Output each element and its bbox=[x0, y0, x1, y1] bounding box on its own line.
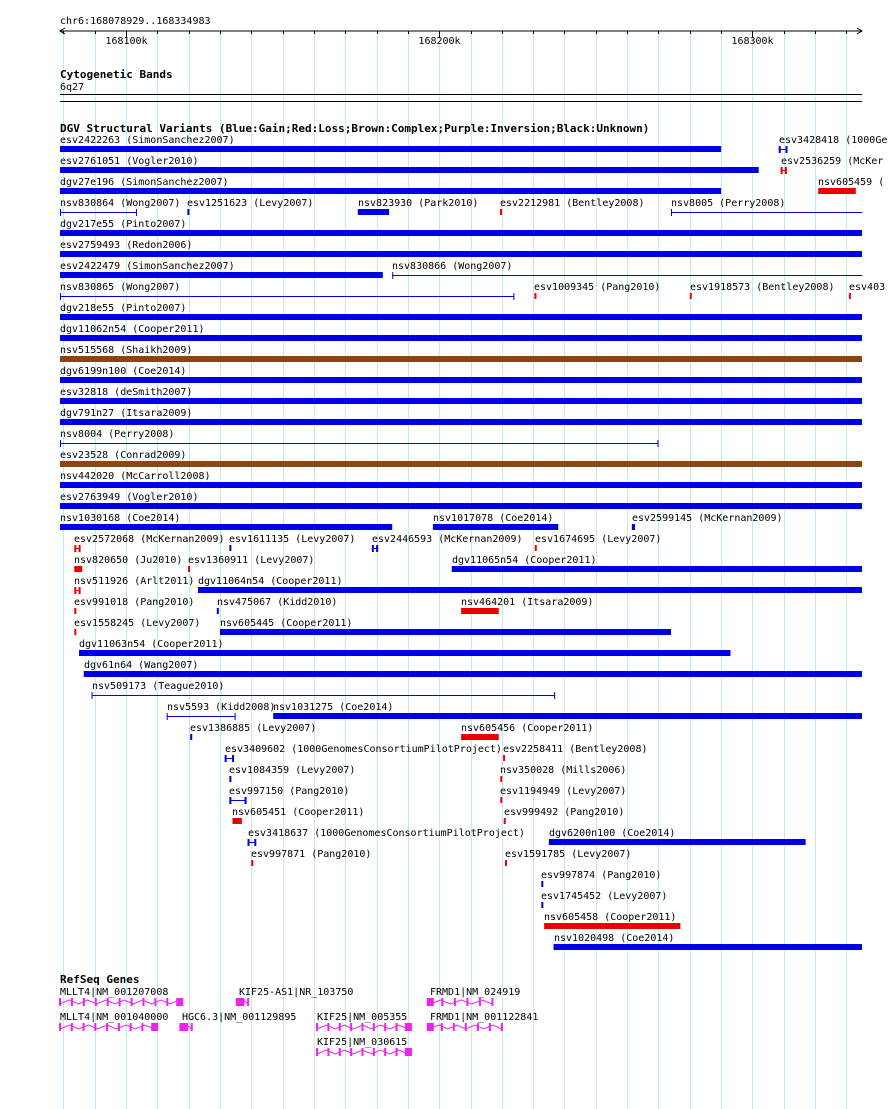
variant-bar[interactable] bbox=[60, 167, 759, 173]
variant-feature[interactable] bbox=[544, 912, 680, 929]
gene-feature[interactable] bbox=[236, 987, 354, 1006]
variant-end-tick bbox=[245, 797, 247, 804]
gene-label: FRMD1|NM_024919 bbox=[430, 987, 521, 998]
variant-feature[interactable] bbox=[74, 597, 194, 614]
variant-label: esv23528 (Conrad2009) bbox=[60, 450, 187, 461]
gene-feature[interactable] bbox=[316, 1012, 412, 1031]
variant-label: esv999492 (Pang2010) bbox=[504, 807, 625, 818]
gene-exon bbox=[141, 1023, 143, 1031]
variant-label: esv1611135 (Levy2007) bbox=[229, 534, 356, 545]
variant-label: esv2536259 (McKer bbox=[781, 156, 884, 167]
ruler-ticks bbox=[64, 31, 847, 47]
gene-exon bbox=[247, 998, 249, 1006]
variant-label: esv1251623 (Levy2007) bbox=[187, 198, 314, 209]
variant-label: esv997150 (Pang2010) bbox=[229, 786, 350, 797]
variant-feature[interactable] bbox=[535, 534, 662, 551]
variant-label: dgv791n27 (Itsara2009) bbox=[60, 408, 193, 419]
variant-label: esv1084359 (Levy2007) bbox=[229, 765, 356, 776]
gene-exon bbox=[479, 998, 481, 1006]
variant-feature[interactable] bbox=[60, 366, 862, 383]
variant-bar[interactable] bbox=[60, 188, 721, 194]
variant-label: esv991018 (Pang2010) bbox=[74, 597, 195, 608]
variant-feature[interactable] bbox=[60, 240, 862, 257]
variant-feature[interactable] bbox=[60, 219, 862, 236]
gene-exon bbox=[384, 1023, 386, 1031]
variant-bar[interactable] bbox=[60, 482, 862, 488]
variant-bar[interactable] bbox=[84, 671, 862, 677]
variant-feature[interactable] bbox=[671, 198, 862, 216]
gene-exon bbox=[118, 1023, 120, 1031]
variant-feature[interactable] bbox=[500, 786, 626, 803]
variant-feature[interactable] bbox=[60, 198, 180, 216]
variant-bar[interactable] bbox=[461, 608, 499, 614]
variant-start-tick bbox=[248, 839, 250, 846]
gene-exon bbox=[186, 1023, 188, 1031]
gene-exon bbox=[350, 1023, 352, 1031]
variant-feature[interactable] bbox=[187, 198, 313, 215]
gene-label: KIF25|NM_030615 bbox=[317, 1037, 408, 1048]
variant-feature[interactable] bbox=[500, 765, 626, 782]
cytoband-label: 6q27 bbox=[60, 82, 85, 93]
variant-label: esv3428418 (1000Ge bbox=[779, 135, 888, 146]
variant-label: esv2763949 (Vogler2010) bbox=[60, 492, 199, 503]
variant-end-tick bbox=[254, 839, 256, 846]
variant-mark[interactable] bbox=[500, 209, 502, 215]
variant-start-tick bbox=[74, 545, 76, 552]
ruler-tick-label: 168200k bbox=[418, 36, 461, 47]
variant-feature[interactable] bbox=[74, 534, 225, 552]
gene-exon bbox=[477, 1023, 479, 1031]
gene-exon bbox=[396, 1023, 398, 1031]
variant-feature[interactable] bbox=[248, 828, 525, 846]
variant-start-tick bbox=[781, 167, 783, 174]
variant-track-title[interactable]: DGV Structural Variants (Blue:Gain;Red:Loss;Brown:Complex;Purple:Inversion;Black:Unknown) bbox=[60, 122, 650, 135]
gene-exon bbox=[361, 1048, 363, 1056]
gene-exon bbox=[236, 998, 243, 1006]
gene-exon bbox=[316, 1023, 318, 1031]
variant-feature[interactable] bbox=[60, 135, 721, 152]
gene-exon bbox=[119, 998, 121, 1006]
variant-label: esv2422479 (SimonSanchez2007) bbox=[60, 261, 235, 272]
variant-feature[interactable] bbox=[74, 555, 182, 572]
variant-mark[interactable] bbox=[541, 881, 543, 887]
gene-exon bbox=[350, 1048, 352, 1056]
variant-start-tick bbox=[372, 545, 374, 552]
gene-feature[interactable] bbox=[427, 1012, 539, 1031]
variant-feature[interactable] bbox=[190, 723, 316, 740]
variant-label: nsv5593 (Kidd2008) bbox=[167, 702, 276, 713]
variant-label: nsv1031275 (Coe2014) bbox=[273, 702, 394, 713]
variant-label: nsv605459 ( bbox=[818, 177, 885, 188]
gene-exon bbox=[83, 998, 85, 1006]
variant-end-tick bbox=[786, 146, 788, 153]
variant-label: esv997871 (Pang2010) bbox=[251, 849, 372, 860]
gene-exon bbox=[179, 1023, 186, 1031]
variant-label: dgv217e55 (Pinto2007) bbox=[60, 219, 187, 230]
variant-mark[interactable] bbox=[534, 293, 536, 299]
variant-feature[interactable] bbox=[549, 828, 806, 845]
variant-feature[interactable] bbox=[60, 408, 862, 425]
variant-bar[interactable] bbox=[220, 629, 671, 635]
gene-exon bbox=[71, 998, 73, 1006]
gene-exon bbox=[396, 1048, 398, 1056]
variant-label: nsv442020 (McCarroll2008) bbox=[60, 471, 211, 482]
variant-label: esv1009345 (Pang2010) bbox=[534, 282, 661, 293]
variant-label: nsv509173 (Teague2010) bbox=[92, 681, 225, 692]
variant-feature[interactable] bbox=[60, 492, 862, 509]
variant-feature[interactable] bbox=[461, 723, 593, 740]
variant-feature[interactable] bbox=[74, 618, 200, 635]
variant-feature[interactable] bbox=[84, 660, 862, 677]
gene-exon bbox=[107, 998, 109, 1006]
gene-exon bbox=[95, 998, 97, 1006]
variant-bar[interactable] bbox=[60, 251, 862, 257]
ruler-tick-label: 168300k bbox=[731, 36, 774, 47]
variant-feature[interactable] bbox=[60, 261, 383, 278]
variant-bar[interactable] bbox=[232, 818, 241, 824]
gene-exon bbox=[327, 1048, 329, 1056]
gene-exon bbox=[142, 998, 144, 1006]
variant-label: esv997874 (Pang2010) bbox=[541, 870, 662, 881]
variant-label: nsv830864 (Wong2007) bbox=[60, 198, 181, 209]
variant-mark[interactable] bbox=[849, 293, 851, 299]
ruler-location: chr6:168078929..168334983 bbox=[60, 16, 211, 27]
gene-exon bbox=[59, 998, 61, 1006]
gene-exon bbox=[454, 998, 456, 1006]
gene-exon bbox=[501, 1023, 503, 1031]
variant-label: nsv605445 (Cooper2011) bbox=[220, 618, 353, 629]
variant-feature[interactable] bbox=[198, 576, 862, 593]
variant-label: nsv830866 (Wong2007) bbox=[392, 261, 513, 272]
variant-label: esv3418637 (1000GenomesConsortiumPilotProject) bbox=[248, 828, 525, 839]
variant-bar[interactable] bbox=[79, 650, 730, 656]
variant-label: dgv11062n54 (Cooper2011) bbox=[60, 324, 205, 335]
gene-exon bbox=[384, 1048, 386, 1056]
gene-features bbox=[59, 987, 538, 1056]
variant-mark[interactable] bbox=[188, 566, 190, 572]
gene-exon bbox=[491, 998, 493, 1006]
gene-label: MLLT4|NM_001207008 bbox=[60, 987, 169, 998]
variant-label: esv3409602 (1000GenomesConsortiumPilotProject) bbox=[225, 744, 502, 755]
gene-exon bbox=[176, 998, 183, 1006]
variant-label: nsv8005 (Perry2008) bbox=[671, 198, 786, 209]
gene-exon bbox=[465, 1023, 467, 1031]
gene-exon bbox=[130, 1023, 132, 1031]
variant-mark[interactable] bbox=[74, 608, 76, 614]
gene-feature[interactable] bbox=[316, 1037, 412, 1056]
variant-feature[interactable] bbox=[273, 702, 862, 719]
variant-feature[interactable] bbox=[92, 681, 556, 699]
variant-feature[interactable] bbox=[229, 765, 355, 782]
gene-exon bbox=[427, 998, 434, 1006]
variant-label: dgv6200n100 (Coe2014) bbox=[549, 828, 676, 839]
gene-exon bbox=[441, 1023, 443, 1031]
variant-feature[interactable] bbox=[632, 513, 783, 530]
variant-label: esv2446593 (McKernan2009) bbox=[372, 534, 523, 545]
variant-bar[interactable] bbox=[60, 335, 862, 341]
variant-end-tick bbox=[376, 545, 378, 552]
variant-end-tick bbox=[79, 587, 81, 594]
variant-label: nsv1030168 (Coe2014) bbox=[60, 513, 181, 524]
variant-label: nsv1017078 (Coe2014) bbox=[433, 513, 554, 524]
variant-feature[interactable] bbox=[217, 597, 338, 614]
gene-exon bbox=[405, 1048, 412, 1056]
variant-feature[interactable] bbox=[534, 282, 660, 299]
refseq-gene-track bbox=[59, 973, 538, 1056]
gene-label: KIF25-AS1|NR_103750 bbox=[239, 987, 354, 998]
variant-label: dgv218e55 (Pinto2007) bbox=[60, 303, 187, 314]
gene-exon bbox=[373, 1023, 375, 1031]
variant-feature[interactable] bbox=[505, 849, 631, 866]
cytoband-track-title[interactable]: Cytogenetic Bands bbox=[60, 68, 173, 81]
variant-feature[interactable] bbox=[541, 891, 667, 908]
variant-bar[interactable] bbox=[60, 230, 862, 236]
variant-mark[interactable] bbox=[187, 209, 189, 215]
variant-bar[interactable] bbox=[818, 188, 856, 194]
variant-mark[interactable] bbox=[229, 776, 231, 782]
variant-label: esv1386885 (Levy2007) bbox=[190, 723, 317, 734]
variant-mark[interactable] bbox=[500, 797, 502, 803]
gene-feature[interactable] bbox=[427, 987, 520, 1006]
variant-label: nsv605451 (Cooper2011) bbox=[232, 807, 365, 818]
gene-exon bbox=[339, 1048, 341, 1056]
variant-feature[interactable] bbox=[167, 702, 276, 720]
variant-feature[interactable] bbox=[818, 177, 884, 194]
gene-feature[interactable] bbox=[59, 987, 183, 1006]
variant-bar[interactable] bbox=[60, 461, 862, 467]
gene-exon bbox=[361, 1023, 363, 1031]
variant-mark[interactable] bbox=[500, 776, 502, 782]
gene-exon bbox=[405, 1023, 412, 1031]
variant-feature[interactable] bbox=[500, 198, 645, 215]
variant-bar[interactable] bbox=[60, 146, 721, 152]
variant-label: nsv605456 (Cooper2011) bbox=[461, 723, 594, 734]
variant-mark[interactable] bbox=[535, 545, 537, 551]
variant-feature[interactable] bbox=[781, 156, 884, 174]
variant-feature[interactable] bbox=[60, 450, 862, 467]
variant-label: nsv605458 (Cooper2011) bbox=[544, 912, 677, 923]
variant-mark[interactable] bbox=[503, 755, 505, 761]
gene-exon bbox=[453, 1023, 455, 1031]
cytoband-bottom-line bbox=[60, 101, 862, 102]
variant-bar[interactable] bbox=[74, 566, 82, 572]
variant-bar[interactable] bbox=[632, 524, 635, 530]
gene-feature[interactable] bbox=[59, 1012, 168, 1031]
cytoband-track bbox=[60, 68, 862, 102]
gene-exon bbox=[83, 1023, 85, 1031]
ruler-tick-label: 168100k bbox=[105, 36, 148, 47]
variant-label: esv1745452 (Levy2007) bbox=[541, 891, 668, 902]
variant-feature[interactable] bbox=[60, 429, 658, 447]
variant-feature[interactable] bbox=[358, 198, 479, 215]
variant-label: esv1918573 (Bentley2008) bbox=[690, 282, 835, 293]
variant-mark[interactable] bbox=[251, 860, 253, 866]
variant-bar[interactable] bbox=[60, 314, 862, 320]
gene-feature[interactable] bbox=[179, 1012, 296, 1031]
variant-feature[interactable] bbox=[229, 786, 349, 804]
gene-exon bbox=[59, 1023, 61, 1031]
variant-label: dgv27e196 (SimonSanchez2007) bbox=[60, 177, 229, 188]
variant-label: esv2258411 (Bentley2008) bbox=[503, 744, 648, 755]
variant-bar[interactable] bbox=[273, 713, 862, 719]
variant-features bbox=[60, 135, 887, 950]
variant-bar[interactable] bbox=[60, 377, 862, 383]
variant-mark[interactable] bbox=[690, 293, 692, 299]
variant-start-tick bbox=[74, 587, 76, 594]
gene-exon bbox=[466, 998, 468, 1006]
gene-track-title[interactable]: RefSeq Genes bbox=[60, 973, 140, 986]
variant-label: nsv830865 (Wong2007) bbox=[60, 282, 181, 293]
gene-label: MLLT4|NM_001040000 bbox=[60, 1012, 169, 1023]
variant-bar[interactable] bbox=[60, 272, 383, 278]
variant-bar[interactable] bbox=[554, 944, 862, 950]
variant-feature[interactable] bbox=[60, 345, 862, 362]
gene-exon bbox=[316, 1048, 318, 1056]
variant-label: esv2599145 (McKernan2009) bbox=[632, 513, 783, 524]
variant-bar[interactable] bbox=[60, 524, 392, 530]
variant-start-tick bbox=[229, 797, 231, 804]
variant-feature[interactable] bbox=[60, 156, 759, 173]
variant-feature[interactable] bbox=[60, 387, 862, 404]
variant-feature[interactable] bbox=[779, 135, 888, 153]
variant-label: esv1674695 (Levy2007) bbox=[535, 534, 662, 545]
gene-exon bbox=[154, 998, 156, 1006]
variant-label: esv1591785 (Levy2007) bbox=[505, 849, 632, 860]
variant-label: esv32818 (deSmith2007) bbox=[60, 387, 193, 398]
variant-label: nsv515568 (Shaikh2009) bbox=[60, 345, 193, 356]
variant-feature[interactable] bbox=[74, 576, 194, 594]
gene-label: KIF25|NM_005355 bbox=[317, 1012, 408, 1023]
variant-label: nsv823930 (Park2010) bbox=[358, 198, 479, 209]
variant-bar[interactable] bbox=[549, 839, 806, 845]
variant-label: esv2422263 (SimonSanchez2007) bbox=[60, 135, 235, 146]
variant-label: nsv8004 (Perry2008) bbox=[60, 429, 175, 440]
variant-label: esv1360911 (Levy2007) bbox=[188, 555, 315, 566]
variant-mark[interactable] bbox=[74, 629, 76, 635]
variant-label: dgv61n64 (Wang2007) bbox=[84, 660, 199, 671]
variant-feature[interactable] bbox=[60, 303, 862, 320]
cytoband-top-line bbox=[60, 94, 862, 95]
variant-bar[interactable] bbox=[461, 734, 499, 740]
variant-feature[interactable] bbox=[220, 618, 671, 635]
gene-exon bbox=[151, 1023, 158, 1031]
variant-label: dgv6199n100 (Coe2014) bbox=[60, 366, 187, 377]
gene-exon bbox=[489, 1023, 491, 1031]
variant-feature[interactable] bbox=[251, 849, 371, 866]
variant-bar[interactable] bbox=[60, 503, 862, 509]
variant-bar[interactable] bbox=[358, 209, 389, 215]
variant-mark[interactable] bbox=[541, 902, 543, 908]
variant-label: dgv11063n54 (Cooper2011) bbox=[79, 639, 224, 650]
variant-bar[interactable] bbox=[544, 923, 680, 929]
ruler-track bbox=[60, 16, 862, 47]
variant-label: nsv820650 (Ju2010) bbox=[74, 555, 183, 566]
gene-exon bbox=[106, 1023, 108, 1031]
variant-feature[interactable] bbox=[79, 639, 731, 656]
variant-end-tick bbox=[785, 167, 787, 174]
variant-label: esv2759493 (Redon2006) bbox=[60, 240, 193, 251]
gene-exon bbox=[71, 1023, 73, 1031]
variant-feature[interactable] bbox=[225, 744, 502, 762]
variant-bar[interactable] bbox=[60, 398, 862, 404]
variant-start-tick bbox=[779, 146, 781, 153]
variant-feature[interactable] bbox=[452, 555, 862, 572]
gene-exon bbox=[373, 1048, 375, 1056]
variant-end-tick bbox=[232, 755, 234, 762]
variant-feature[interactable] bbox=[372, 534, 523, 552]
variant-end-tick bbox=[79, 545, 81, 552]
variant-label: dgv11064n54 (Cooper2011) bbox=[198, 576, 343, 587]
gene-exon bbox=[327, 1023, 329, 1031]
gene-label: FRMD1|NM_001122841 bbox=[430, 1012, 539, 1023]
variant-label: nsv475067 (Kidd2010) bbox=[217, 597, 338, 608]
variant-label: esv2761051 (Vogler2010) bbox=[60, 156, 199, 167]
variant-label: esv1558245 (Levy2007) bbox=[74, 618, 201, 629]
variant-mark[interactable] bbox=[217, 608, 219, 614]
variant-mark[interactable] bbox=[190, 734, 192, 740]
gene-exon bbox=[131, 998, 133, 1006]
variant-bar[interactable] bbox=[433, 524, 558, 530]
variant-bar[interactable] bbox=[452, 566, 862, 572]
gene-exon bbox=[242, 998, 244, 1006]
variant-label: nsv1020498 (Coe2014) bbox=[554, 933, 675, 944]
variant-feature[interactable] bbox=[503, 744, 648, 761]
variant-feature[interactable] bbox=[433, 513, 558, 530]
variant-feature[interactable] bbox=[461, 597, 593, 614]
variant-bar[interactable] bbox=[60, 356, 862, 362]
variant-feature[interactable] bbox=[60, 513, 392, 530]
variant-feature[interactable] bbox=[229, 534, 355, 551]
variant-label: nsv350028 (Mills2006) bbox=[500, 765, 627, 776]
variant-mark[interactable] bbox=[229, 545, 231, 551]
gene-label: HGC6.3|NM_001129895 bbox=[182, 1012, 297, 1023]
variant-label: esv403 bbox=[849, 282, 886, 293]
gene-exon bbox=[427, 1023, 434, 1031]
variant-feature[interactable] bbox=[690, 282, 835, 299]
variant-label: esv2212981 (Bentley2008) bbox=[500, 198, 645, 209]
gene-exon bbox=[339, 1023, 341, 1031]
variant-label: nsv511926 (Arlt2011) bbox=[74, 576, 195, 587]
variant-label: nsv464201 (Itsara2009) bbox=[461, 597, 594, 608]
variant-bar[interactable] bbox=[198, 587, 862, 593]
variant-mark[interactable] bbox=[505, 860, 507, 866]
variant-mark[interactable] bbox=[504, 818, 506, 824]
variant-bar[interactable] bbox=[60, 419, 862, 425]
variant-feature[interactable] bbox=[60, 324, 862, 341]
variant-feature[interactable] bbox=[541, 870, 661, 887]
dgv-variant-track bbox=[60, 122, 887, 950]
variant-label: dgv11065n54 (Cooper2011) bbox=[452, 555, 597, 566]
gene-exon bbox=[441, 998, 443, 1006]
gene-exon bbox=[191, 1023, 193, 1031]
variant-feature[interactable] bbox=[60, 471, 862, 488]
variant-label: esv2572068 (McKernan2009) bbox=[74, 534, 225, 545]
variant-start-tick bbox=[225, 755, 227, 762]
variant-feature[interactable] bbox=[60, 177, 721, 194]
gene-exon bbox=[166, 998, 168, 1006]
variant-feature[interactable] bbox=[60, 282, 514, 300]
gene-exon bbox=[94, 1023, 96, 1031]
variant-label: esv1194949 (Levy2007) bbox=[500, 786, 627, 797]
variant-feature[interactable] bbox=[849, 282, 885, 299]
